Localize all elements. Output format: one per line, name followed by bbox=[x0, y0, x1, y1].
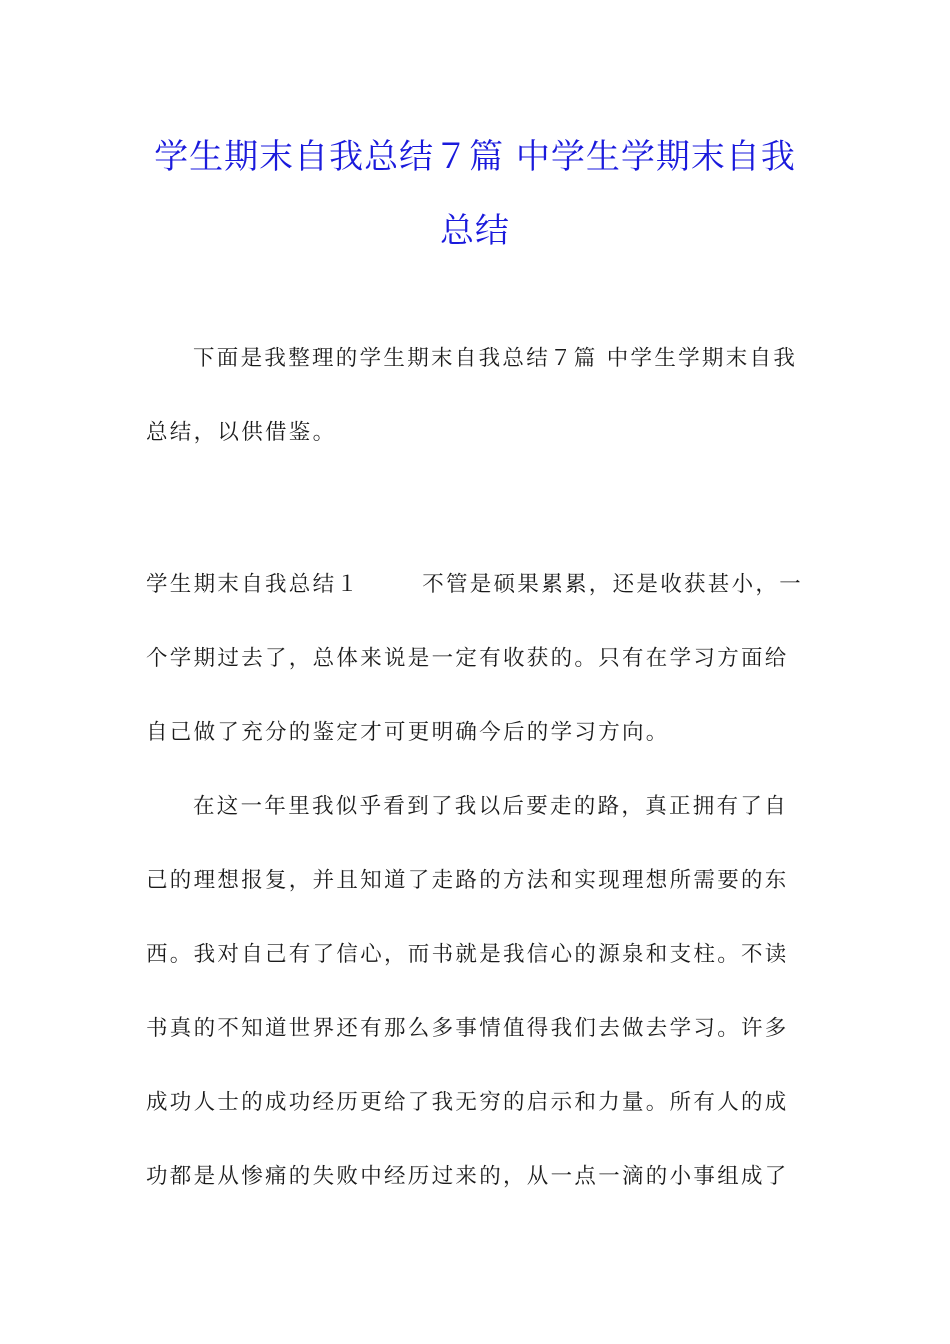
section-1 bbox=[146, 570, 808, 1236]
document-title bbox=[140, 120, 810, 268]
intro-line-2: 总结，以供借鉴。 bbox=[146, 420, 337, 445]
title-line-1: 学生期末自我总结７篇 中学生学期末自我 bbox=[154, 137, 796, 177]
paragraph-line: 成功人士的成功经历更给了我无穷的启示和力量。所有人的成 bbox=[146, 1090, 789, 1115]
section-heading: 学生期末自我总结１ bbox=[146, 572, 361, 597]
paragraph-line: 功都是从惨痛的失败中经历过来的，从一点一滴的小事组成了 bbox=[146, 1164, 789, 1189]
title-line-2: 总结 bbox=[440, 211, 510, 251]
paragraph-line: 个学期过去了，总体来说是一定有收获的。只有在学习方面给 bbox=[146, 646, 789, 671]
paragraph-line: 在这一年里我似乎看到了我以后要走的路，真正拥有了自 bbox=[193, 794, 789, 819]
paragraph-line: 己的理想报复，并且知道了走路的方法和实现理想所需要的东 bbox=[146, 868, 789, 893]
paragraph-line: 书真的不知道世界还有那么多事情值得我们去做去学习。许多 bbox=[146, 1016, 789, 1041]
paragraph-line: 不管是硕果累累，还是收获甚小，一 bbox=[422, 572, 804, 597]
intro-paragraph bbox=[146, 344, 808, 492]
intro-line-1: 下面是我整理的学生期末自我总结７篇 中学生学期末自我 bbox=[193, 346, 798, 371]
section-first-line bbox=[146, 570, 808, 644]
paragraph-line: 西。我对自己有了信心，而书就是我信心的源泉和支柱。不读 bbox=[146, 942, 789, 967]
paragraph-line: 自己做了充分的鉴定才可更明确今后的学习方向。 bbox=[146, 720, 670, 745]
